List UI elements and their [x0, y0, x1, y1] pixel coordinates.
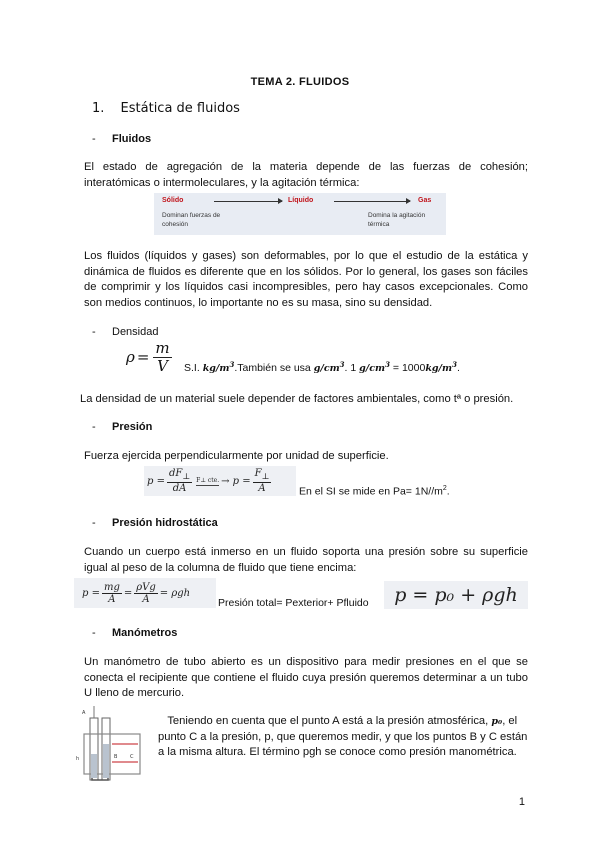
flow-left-note: Dominan fuerzas de cohesión [162, 212, 221, 228]
page-number: 1 [518, 796, 525, 808]
flow-arrow-1 [214, 201, 282, 202]
paragraph-densidad-factores: La densidad de un material suele depender de factores ambientales, como tª o presión. [80, 393, 514, 405]
svg-text:B: B [114, 754, 118, 760]
flow-arrow-2 [334, 201, 410, 202]
flow-liquido: Líquido [288, 197, 314, 204]
p0-symbol: p₀ [491, 716, 503, 727]
bullet-presion: - Presión [92, 421, 153, 433]
svg-text:C: C [130, 754, 134, 760]
document-title: TEMA 2. FLUIDOS [250, 76, 350, 88]
manometer-diagram [72, 704, 156, 784]
paragraph-estado-agregacion: El estado de agregación de la materia depende de las fuerzas de cohesión; interatómicas o intermoleculares, y la agitación térmica: [84, 161, 528, 189]
bullet-fluidos-label: Fluidos [112, 133, 152, 145]
bullet-fluidos: - Fluidos [92, 133, 152, 145]
paragraph-hidrostatica: Cuando un cuerpo está inmerso en un fluido soporta una presión sobre su superficie igual al peso de la columna de fluido que tiene encima: [84, 546, 528, 574]
paragraph-fluidos-deformables: Los fluidos (líquidos y gases) son deformables, por lo que el estudio de la estática y dinámica de fluidos es diferente que en los sólidos. Por lo general, los gases son fáciles de comprimir y los líquidos casi incompresibles, pero hay casos excepcionales. Como son medios continuos, lo importante no es su masa, sino su densidad. [84, 250, 528, 309]
bullet-hidrostatica-label: Presión hidrostática [112, 517, 218, 529]
svg-text:h: h [76, 756, 80, 762]
hydrostatic-formula: p = $\frac{mg}{A}$ = $\frac{\text{ρVg}}{A}$ = ρgh [74, 578, 216, 608]
density-formula: ρ = $\frac{m}{V}$ [126, 339, 170, 375]
pressure-formula: p = $\frac{dF_\perp}{dA}$ F⊥ cte. → p = $\frac{F_\perp}{A}$ [144, 466, 296, 496]
bullet-manometros: - Manómetros [92, 627, 178, 639]
section-label: Estática de fluidos [120, 101, 240, 116]
paragraph-manometro: Un manómetro de tubo abierto es un dispositivo para medir presiones en el que se conecta el recipiente que contiene el fluido cuya presión queremos determinar a un tubo U lleno de mercurio. [84, 656, 528, 699]
bullet-densidad-label: Densidad [112, 326, 159, 338]
bullet-presion-hidrostatica: - Presión hidrostática [92, 517, 218, 529]
paragraph-teniendo-cuenta: Teniendo en cuenta que el punto A está a la presión atmosférica, p₀, el punto C a la presión, p, que queremos medir, y que los puntos B y C están a la misma altura. El término pgh se conoce como presión manométrica. [158, 715, 528, 758]
section-number: 1. [92, 101, 105, 116]
states-flow-diagram [154, 193, 446, 235]
flow-solido: Sólido [162, 197, 184, 204]
section-heading [92, 101, 240, 116]
total-pressure-label: Presión total= Pexterior+ Pfluido [218, 597, 369, 609]
pressure-arrow-label: F⊥ cte. [196, 476, 220, 484]
bullet-densidad: - Densidad [92, 326, 159, 338]
bullet-manometros-label: Manómetros [112, 627, 178, 639]
svg-text:A: A [82, 710, 86, 716]
bullet-presion-label: Presión [112, 421, 153, 433]
paragraph-presion-def: Fuerza ejercida perpendicularmente por unidad de superficie. [84, 450, 389, 462]
total-pressure-formula: p = p₀ + ρgh [384, 581, 528, 609]
flow-right-note: Domina la agitación térmica [368, 212, 426, 228]
pressure-unit-note: En el SI se mide en $Pa= 1N//m^2$. [299, 485, 450, 498]
flow-gas: Gas [418, 197, 432, 204]
density-units-text: S.I. $kg/m^3.También$ se usa $g/cm^3$. 1 $g/cm^3 = 1000kg/m^3$. [184, 360, 460, 375]
